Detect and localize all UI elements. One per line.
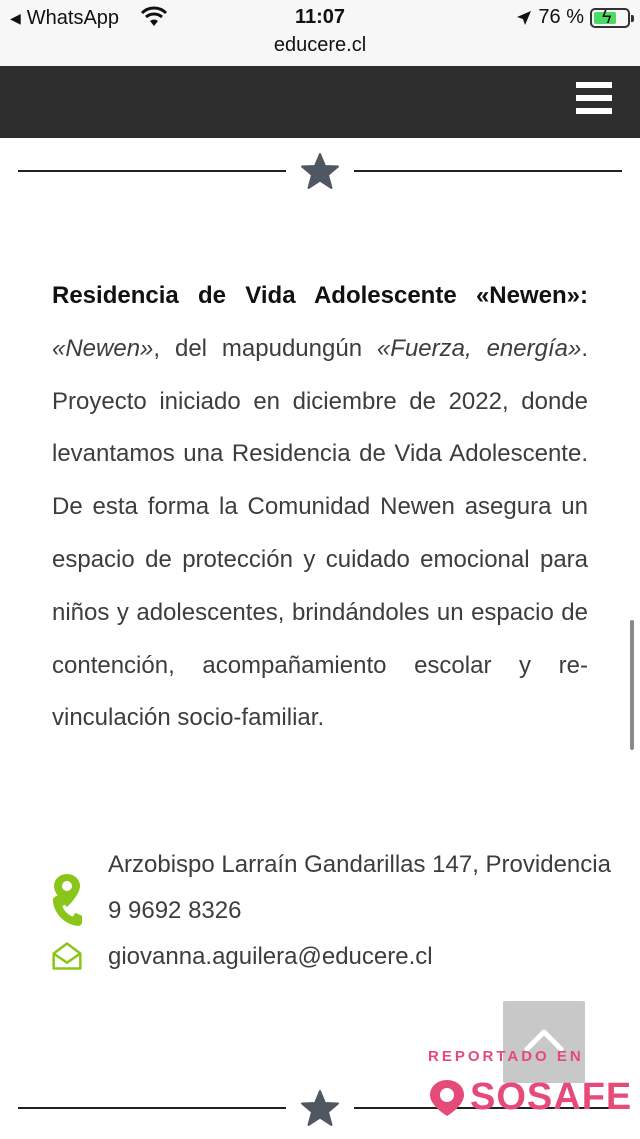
address-row xyxy=(52,842,612,888)
back-app-label: WhatsApp xyxy=(26,7,120,29)
hamburger-menu-icon[interactable] xyxy=(576,82,612,116)
scroll-indicator xyxy=(630,620,634,750)
site-header xyxy=(0,66,640,138)
battery-icon xyxy=(590,8,630,28)
phone-icon xyxy=(52,892,82,928)
text-part-2: . Proyecto iniciado en diciembre de 2022, donde levantamos una Residencia de Vida Adolescente. De esta forma la Comunidad Newen asegura un espacio de protección y cuidado emocional para niños y adolescentes, brindándoles un espacio de contención, acompañamiento escolar y re-vinculación socio-familiar. xyxy=(52,334,588,732)
star-icon xyxy=(300,1088,340,1128)
contact-info xyxy=(52,842,612,980)
star-divider-top xyxy=(18,151,622,191)
status-bar xyxy=(0,0,640,66)
charging-bolt-icon: ϟ xyxy=(602,6,612,27)
clock: 11:07 xyxy=(294,6,346,28)
project-description xyxy=(52,270,588,745)
email-row xyxy=(52,934,612,980)
phone-row xyxy=(52,888,612,934)
project-title: Residencia de Vida Adolescente «Newen»: xyxy=(52,282,588,309)
back-to-top-button[interactable] xyxy=(503,1001,585,1083)
text-part-1: , del mapudungún xyxy=(153,334,377,362)
watermark-label: REPORTADO EN xyxy=(428,1048,584,1065)
italic-newen: «Newen» xyxy=(52,334,154,362)
back-arrow-icon: ◀ xyxy=(10,10,21,26)
email-envelope-icon xyxy=(52,938,82,974)
url-bar[interactable]: educere.cl xyxy=(273,34,367,56)
battery-percent: 76 % xyxy=(538,6,584,28)
address-text: Arzobispo Larraín Gandarillas 147, Providencia xyxy=(108,851,611,878)
italic-fuerza: «Fuerza, energía» xyxy=(376,334,582,362)
sosafe-watermark xyxy=(428,1076,632,1119)
status-right xyxy=(516,6,630,29)
phone-link[interactable]: 9 9692 8326 xyxy=(108,897,242,924)
sosafe-shield-icon xyxy=(428,1078,466,1118)
sosafe-brand: SOSAFE xyxy=(470,1076,633,1118)
location-arrow-icon xyxy=(516,10,532,26)
email-link[interactable]: giovanna.aguilera@educere.cl xyxy=(108,943,433,970)
star-icon xyxy=(300,151,340,191)
